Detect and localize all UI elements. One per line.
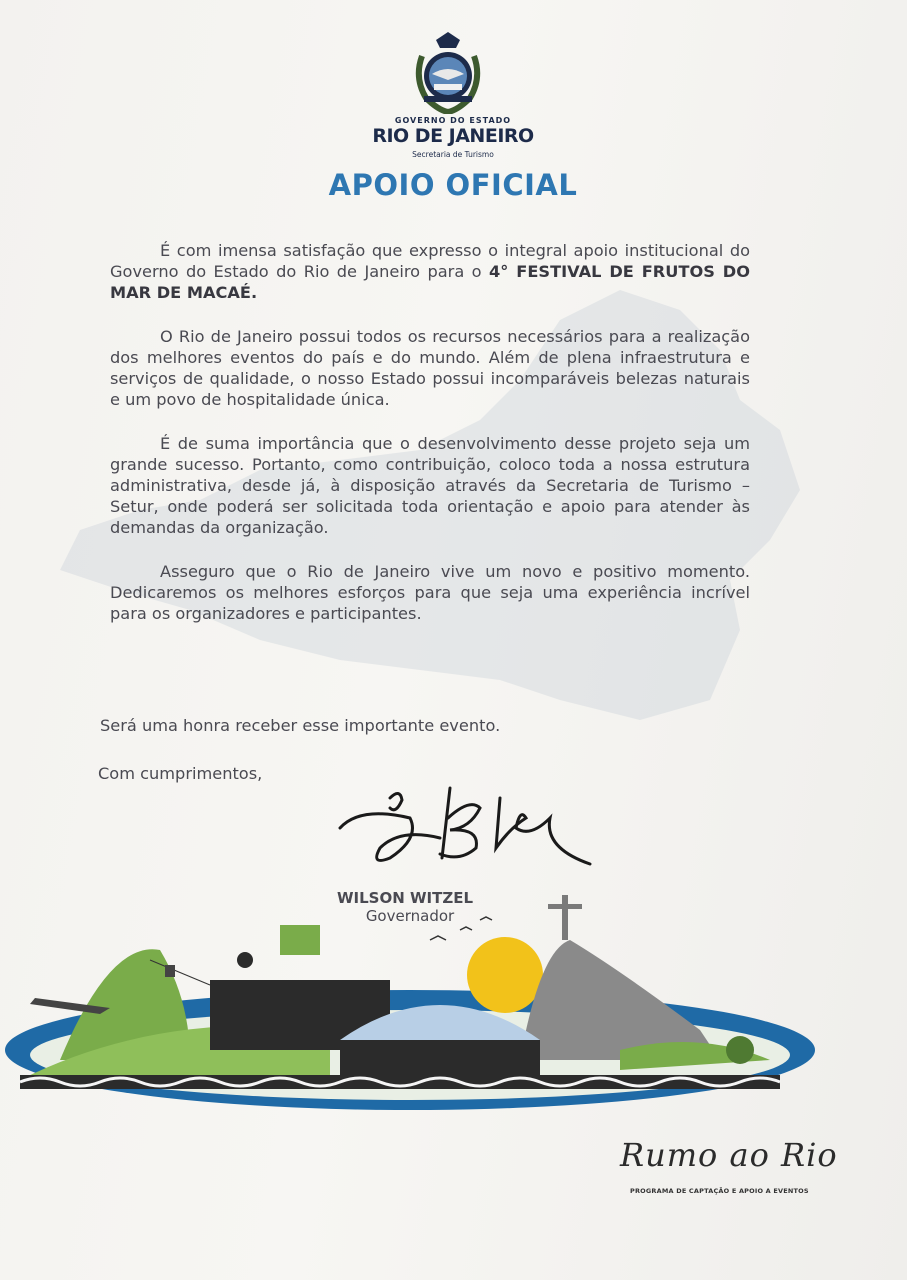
paragraph-1-text: É com imensa satisfação que expresso o integral apoio institucional do Governo do Estado do Rio de Janeiro para o xyxy=(110,241,750,281)
paragraph-2: O Rio de Janeiro possui todos os recursos necessários para a realização dos melhores eventos do país e do mundo. Além de plena infraestrutura e serviços de qualidade, o nosso Estado possui incomparáveis belezas naturais e um povo de hospitalidade única. xyxy=(110,327,750,409)
government-label: GOVERNO DO ESTADO xyxy=(394,116,512,125)
state-name: RIO DE JANEIRO xyxy=(372,125,534,147)
closing-salutation: Com cumprimentos, xyxy=(98,764,263,783)
rumo-ao-rio-logo: Rumo ao Rio xyxy=(620,1136,838,1174)
signer-name: WILSON WITZEL xyxy=(336,889,474,907)
paragraph-3: É de suma importância que o desenvolvimento desse projeto seja um grande sucesso. Portanto, como contribuição, coloco toda a nossa estrutura administrativa, desde já, à disposição através da Secretaria de Turismo – Setur, onde poderá ser solicitada toda orientação e apoio para atender às demandas da organização. xyxy=(110,434,750,537)
signer-role: Governador xyxy=(365,907,455,925)
page-title: APOIO OFICIAL xyxy=(328,168,578,202)
handwritten-signature xyxy=(330,778,600,878)
festival-name: 4° FESTIVAL DE FRUTOS DO MAR DE MACAÉ. xyxy=(110,262,750,302)
paragraph-1 xyxy=(110,240,750,303)
rio-landscape-illustration xyxy=(0,890,907,1140)
letter-body xyxy=(110,240,750,647)
paragraph-4: Asseguro que o Rio de Janeiro vive um novo e positivo momento. Dedicaremos os melhores esforços para que seja uma experiência incrível para os organizadores e participantes. xyxy=(110,562,750,623)
state-coat-of-arms-icon xyxy=(408,26,488,114)
secretariat-label: Secretaria de Turismo xyxy=(412,150,494,159)
honor-sentence: Será uma honra receber esse importante evento. xyxy=(100,716,501,735)
program-tagline: PROGRAMA DE CAPTAÇÃO E APOIO A EVENTOS xyxy=(630,1187,809,1195)
